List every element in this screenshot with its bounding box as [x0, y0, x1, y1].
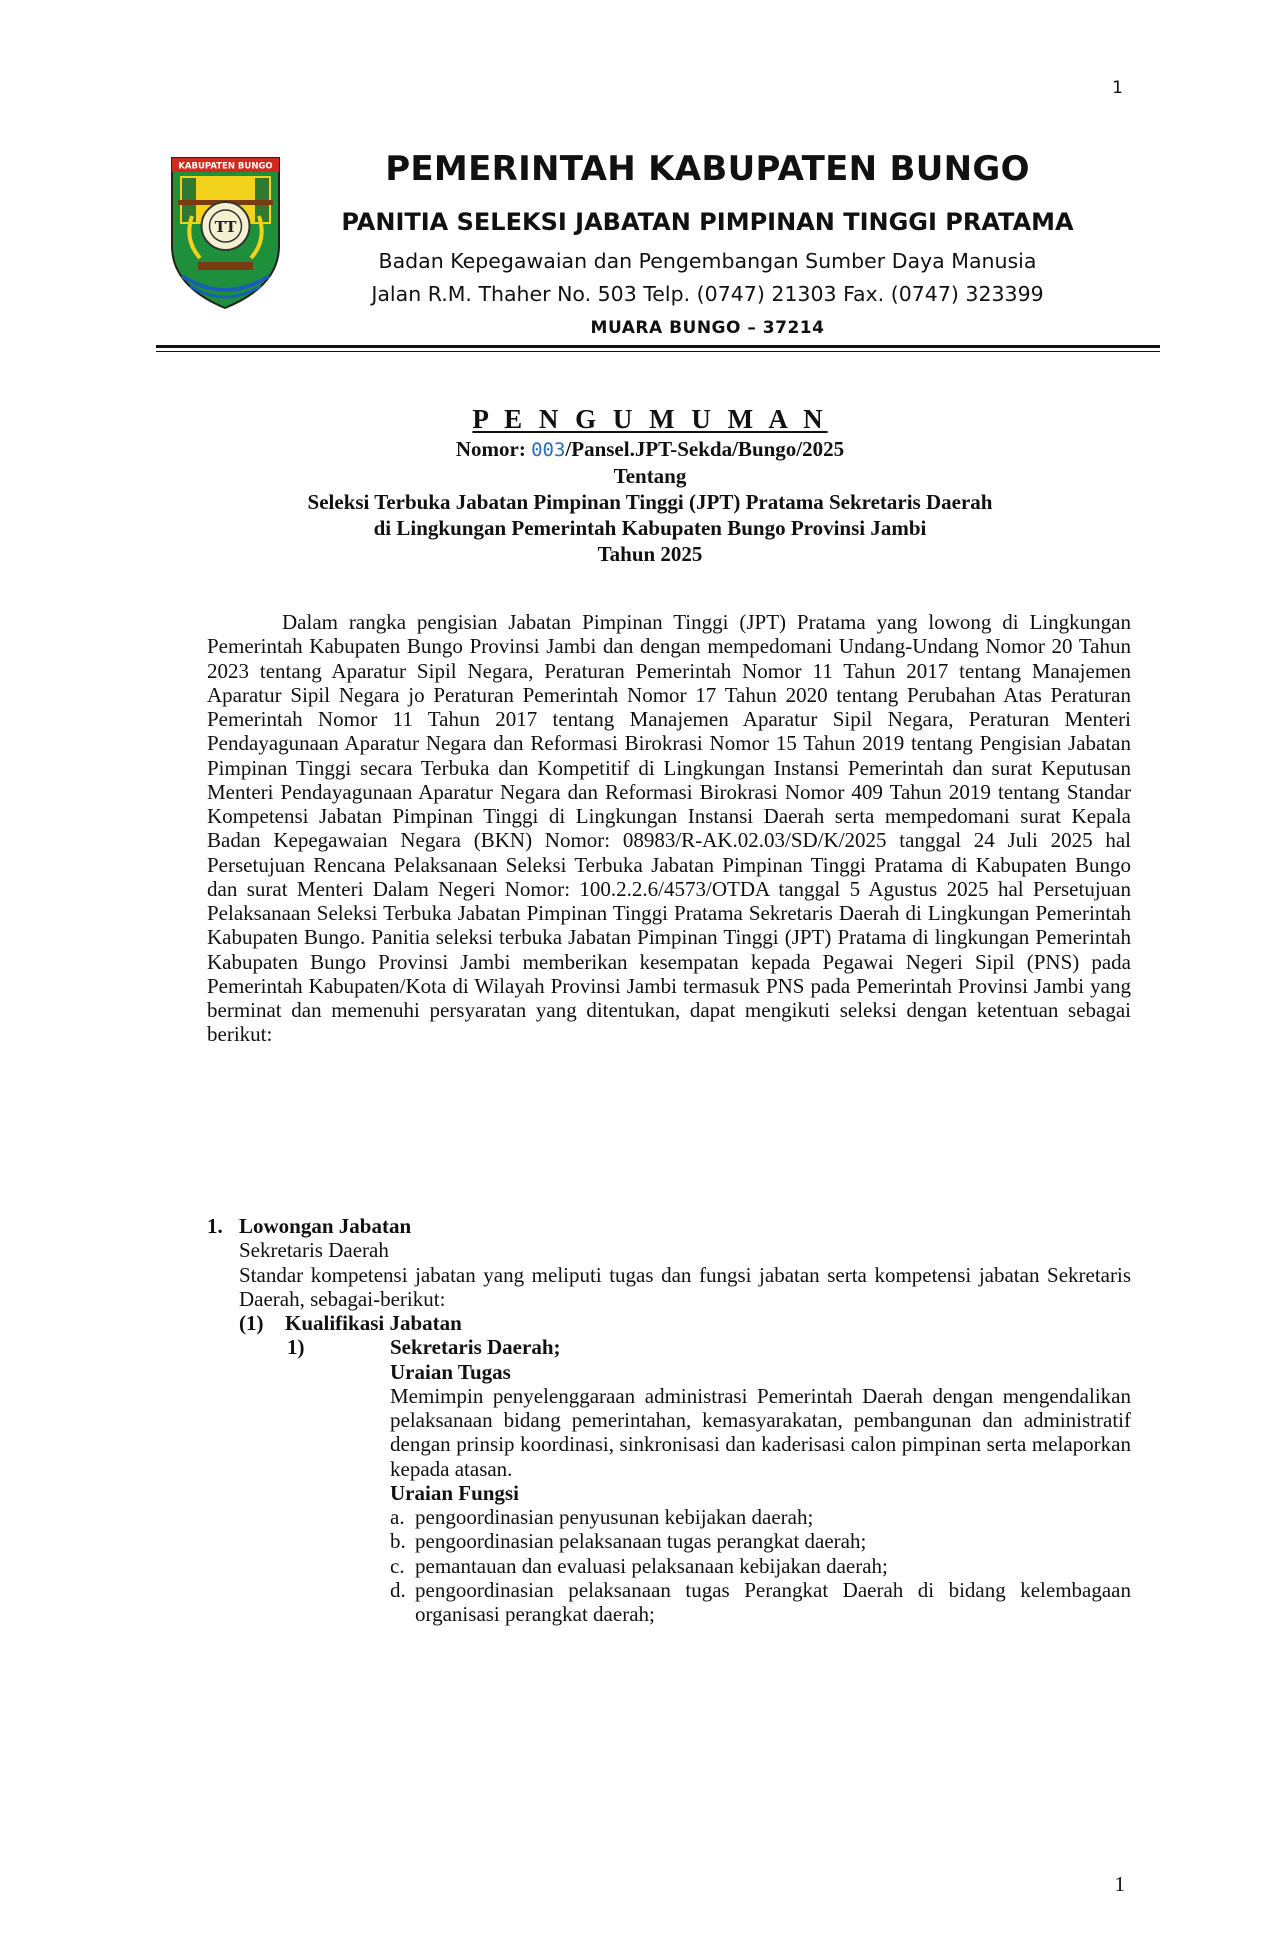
letterhead-subtitle: PANITIA SELEKSI JABATAN PIMPINAN TINGGI PRATAMA	[341, 208, 1074, 236]
page-number-bottom: 1	[1114, 1872, 1125, 1896]
sub-heading-kualifikasi: (1) Kualifikasi Jabatan	[239, 1311, 462, 1335]
announcement-tentang: Tentang	[613, 464, 687, 488]
position-name: Sekretaris Daerah	[239, 1238, 389, 1263]
item-heading-sekda: 1) Sekretaris Daerah;	[287, 1335, 561, 1360]
section-lowongan-jabatan	[207, 1214, 1131, 1626]
section-heading: 1. Lowongan Jabatan	[207, 1214, 412, 1238]
body-paragraph: Dalam rangka pengisian Jabatan Pimpinan Tinggi (JPT) Pratama yang lowong di Lingkungan Pemerintah Kabupaten Bungo Provinsi Jambi dan dengan mempedomani Undang-Undang Nomor 20 Tahun 2023 tentang Aparatur Sipil Negara, Peraturan Pemerintah Nomor 11 Tahun 2017 tentang Manajemen Aparatur Sipil Negara jo Peraturan Pemerintah Nomor 17 Tahun 2020 tentang Perubahan Atas Peraturan Pemerintah Nomor 11 Tahun 2017 tentang Manajemen Aparatur Sipil Negara, Peraturan Menteri Pendayagunaan Aparatur Negara dan Reformasi Birokrasi Nomor 15 Tahun 2019 tentang Pengisian Jabatan Pimpinan Tinggi secara Terbuka dan Kompetitif di Lingkungan Instansi Pemerintah dan surat Keputusan Menteri Pendayagunaan Aparatur Negara dan Reformasi Birokrasi Nomor 409 Tahun 2019 tentang Standar Kompetensi Jabatan Pimpinan Tinggi di Lingkungan Instansi Daerah serta mempedomani surat Kepala Badan Kepegawaian Negara (BKN) Nomor: 08983/R-AK.02.03/SD/K/2025 tanggal 24 Juli 2025 hal Persetujuan Rencana Pelaksanaan Seleksi Terbuka Jabatan Pimpinan Tinggi Pratama di Kabupaten Bungo dan surat Menteri Dalam Negeri Nomor: 100.2.2.6/4573/OTDA tanggal 5 Agustus 2025 hal Persetujuan Pelaksanaan Seleksi Terbuka Jabatan Pimpinan Tinggi Pratama Sekretaris Daerah di Lingkungan Pemerintah Kabupaten Bungo. Panitia seleksi terbuka Jabatan Pimpinan Tinggi (JPT) Pratama di lingkungan Pemerintah Kabupaten Bungo Provinsi Jambi memberikan kesempatan kepada Pegawai Negeri Sipil (PNS) pada Pemerintah Kabupaten/Kota di Wilayah Provinsi Jambi termasuk PNS pada Pemerintah Provinsi Jambi yang berminat dan memenuhi persyaratan yang ditentukan, dapat mengikuti seleksi dengan ketentuan sebagai berikut:	[207, 610, 1131, 1047]
list-item: a. pengoordinasian penyusunan kebijakan daerah;	[390, 1505, 814, 1529]
announcement-year: Tahun 2025	[597, 542, 703, 566]
letterhead-agency: Badan Kepegawaian dan Pengembangan Sumber Daya Manusia	[378, 249, 1037, 273]
section-intro: Standar kompetensi jabatan yang meliputi tugas dan fungsi jabatan serta kompetensi jabatan Sekretaris Daerah, sebagai-berikut:	[239, 1262, 1131, 1311]
announcement-subject-line1: Seleksi Terbuka Jabatan Pimpinan Tinggi (JPT) Pratama Sekretaris Daerah	[307, 490, 993, 514]
list-item: d. pengoordinasian pelaksanaan tugas Perangkat Daerah di bidang kelembagaan organisasi perangkat daerah;	[390, 1577, 1131, 1626]
announcement-heading: P E N G U M U M A N	[472, 404, 828, 434]
kabupaten-bungo-emblem	[168, 154, 283, 312]
uraian-fungsi-label: Uraian Fungsi	[390, 1480, 519, 1505]
uraian-tugas-text: Memimpin penyelenggaraan administrasi Pemerintah Daerah dengan mengendalikan pelaksanaan bidang pemerintahan, kemasyarakatan, pembangunan dan administratif dengan prinsip koordinasi, sinkronisasi dan kaderisasi calon pimpinan serta melaporkan kepada atasan.	[390, 1383, 1131, 1481]
letterhead	[300, 146, 1115, 346]
letterhead-divider-thick	[156, 345, 1160, 348]
svg-text:TT: TT	[214, 218, 237, 236]
page-number-top: 1	[1112, 78, 1123, 98]
svg-text:KABUPATEN BUNGO: KABUPATEN BUNGO	[178, 161, 273, 172]
list-item: b. pengoordinasian pelaksanaan tugas perangkat daerah;	[390, 1529, 867, 1554]
announcement-subject-line2: di Lingkungan Pemerintah Kabupaten Bungo Provinsi Jambi	[373, 516, 927, 540]
letterhead-title: PEMERINTAH KABUPATEN BUNGO	[385, 149, 1030, 189]
uraian-tugas-label: Uraian Tugas	[390, 1359, 511, 1384]
letterhead-city: MUARA BUNGO – 37214	[590, 318, 825, 338]
nomor-number: 003	[531, 439, 566, 461]
announcement-nomor: Nomor: 003/Pansel.JPT-Sekda/Bungo/2025	[455, 437, 845, 461]
letterhead-divider-thin	[156, 351, 1160, 352]
announcement-title-block	[150, 402, 1150, 567]
list-item: c. pemantauan dan evaluasi pelaksanaan kebijakan daerah;	[390, 1553, 888, 1578]
letterhead-address: Jalan R.M. Thaher No. 503 Telp. (0747) 21303 Fax. (0747) 323399	[371, 282, 1044, 306]
